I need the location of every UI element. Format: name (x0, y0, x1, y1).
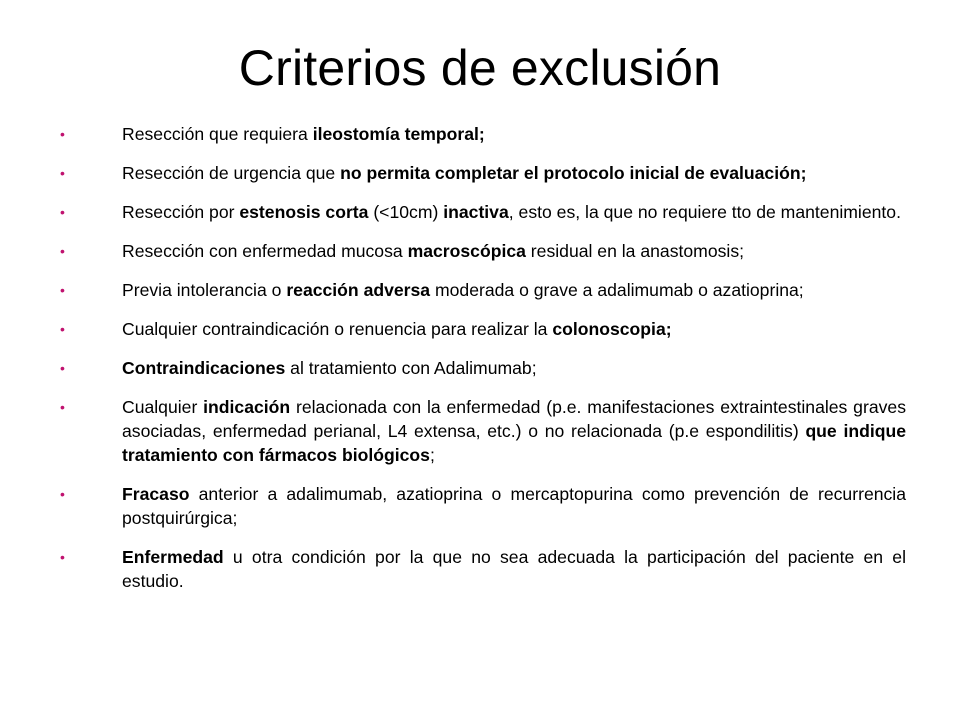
criterion-text-segment: Resección con enfermedad mucosa (122, 241, 408, 261)
criterion-text-segment: anterior a adalimumab, azatioprina o mercaptopurina como prevención de recurrencia postquirúrgica; (122, 484, 906, 528)
criterion-emphasis: colonoscopia; (552, 319, 672, 339)
criterion-text (122, 397, 906, 465)
criterion-item (60, 395, 906, 467)
bullet-icon: • (60, 321, 65, 337)
criterion-emphasis: estenosis corta (239, 202, 369, 222)
criterion-emphasis: no permita completar el protocolo inicial de evaluación; (340, 163, 807, 183)
criterion-text-segment: Cualquier (122, 397, 204, 417)
criterion-text-segment: relacionada con la enfermedad (p.e. manifestaciones extraintestinales graves asociadas, enfermedad perianal, L4 extensa, etc.) o no relacionada (p.e espondilitis) (122, 397, 906, 441)
criterion-text-segment: Previa intolerancia o (122, 280, 287, 300)
bullet-icon: • (60, 165, 65, 181)
criterion-emphasis: que indique tratamiento con fármacos biológicos (122, 421, 907, 465)
criterion-item (60, 545, 906, 593)
criterion-emphasis: macroscópica (407, 241, 526, 261)
criterion-text-segment: , esto es, la que no requiere tto de mantenimiento. (508, 202, 901, 222)
criterion-emphasis: indicación (203, 397, 291, 417)
criterion-text (122, 280, 804, 300)
criterion-text-segment: Resección de urgencia que (122, 163, 341, 183)
criterion-item (60, 200, 906, 224)
slide-title: Criterios de exclusión (238, 40, 722, 96)
criterion-text-segment: (<10cm) (368, 202, 444, 222)
criterion-text-segment: residual en la anastomosis; (525, 241, 745, 261)
criterion-text (122, 241, 744, 261)
bullet-icon: • (60, 399, 65, 415)
criterion-text-segment: moderada o grave a adalimumab o azatioprina; (430, 280, 804, 300)
criterion-item (60, 278, 906, 302)
bullet-icon: • (60, 126, 65, 142)
criterion-text-segment: Resección que requiera (122, 124, 313, 144)
criterion-item (60, 482, 906, 530)
criterion-item (60, 122, 906, 146)
criterion-text-segment: Resección por (122, 202, 240, 222)
criterion-text-segment: al tratamiento con Adalimumab; (285, 358, 537, 378)
criterion-text-segment: u otra condición por la que no sea adecuada la participación del paciente en el estudio. (122, 547, 906, 591)
criterion-text (122, 484, 906, 528)
criterion-text (122, 163, 806, 183)
criterion-item (60, 317, 906, 341)
criterion-emphasis: Contraindicaciones (122, 358, 286, 378)
criterion-emphasis: inactiva (443, 202, 509, 222)
criterion-text (122, 202, 901, 222)
bullet-icon: • (60, 243, 65, 259)
criterion-emphasis: ileostomía temporal; (312, 124, 485, 144)
criterion-item (60, 356, 906, 380)
criterion-text-segment: ; (429, 445, 435, 465)
exclusion-criteria-list (60, 122, 906, 608)
bullet-icon: • (60, 204, 65, 220)
criterion-emphasis: Enfermedad (122, 547, 224, 567)
bullet-icon: • (60, 360, 65, 376)
criterion-text (122, 547, 906, 591)
criterion-text-segment: Cualquier contraindicación o renuencia para realizar la (122, 319, 553, 339)
bullet-icon: • (60, 486, 65, 502)
criterion-text (122, 358, 537, 378)
criterion-emphasis: reacción adversa (286, 280, 431, 300)
criterion-item (60, 161, 906, 185)
criterion-item (60, 239, 906, 263)
criterion-text (122, 319, 672, 339)
criterion-text (122, 124, 485, 144)
bullet-icon: • (60, 282, 65, 298)
bullet-icon: • (60, 549, 65, 565)
criterion-emphasis: Fracaso (122, 484, 190, 504)
